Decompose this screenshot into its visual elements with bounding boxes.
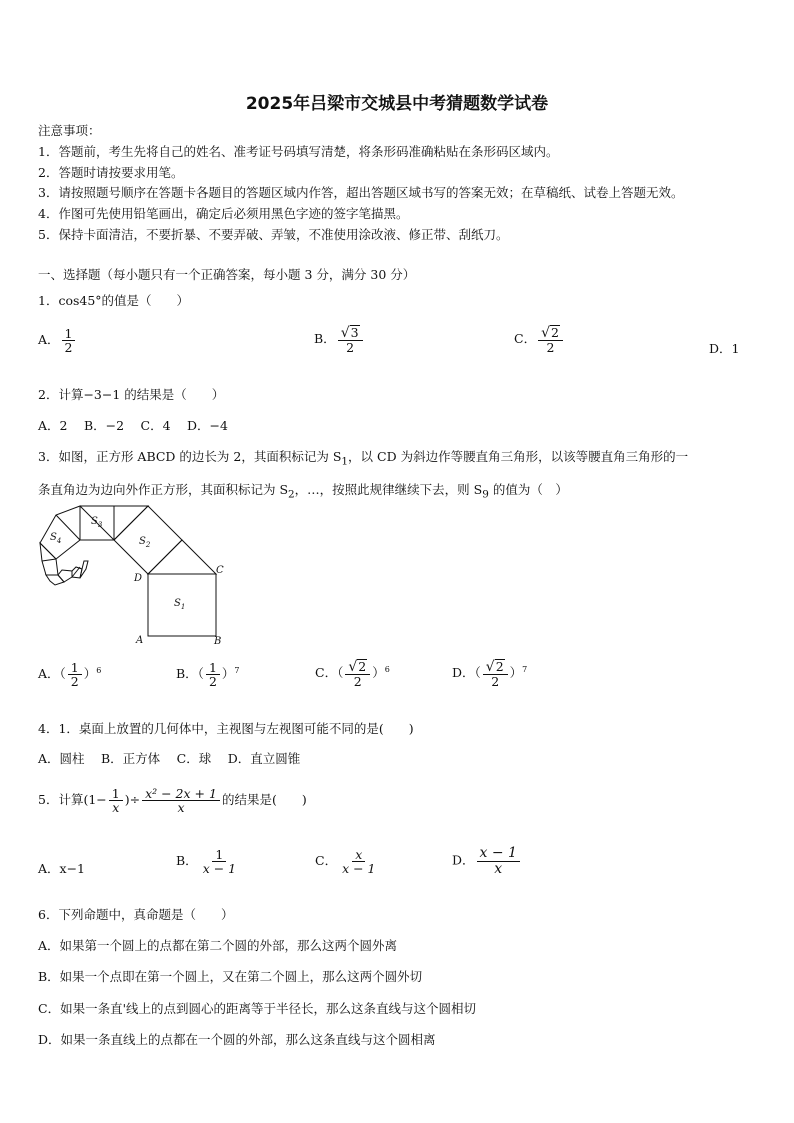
subscript: 2 (288, 488, 295, 501)
option-text: x−1 (59, 861, 86, 876)
notice-heading: 注意事项： (38, 123, 101, 138)
q6-option-d: D．如果一条直线上的点都在一个圆的外部，那么这条直线与这个圆相离 (38, 1032, 436, 1047)
q6-stem: 6．下列命题中，真命题是（ ） (38, 907, 234, 922)
label-c: C (216, 565, 224, 576)
numerator: √ 2 (538, 325, 563, 341)
fraction (483, 659, 508, 688)
q5-text: )÷ (124, 792, 141, 808)
q5-stem (38, 787, 307, 814)
numerator: 1 (206, 661, 220, 675)
radicand: 2 (551, 325, 559, 340)
q3-text: 的值为（ ） (488, 482, 568, 497)
option-text: 1 (731, 341, 740, 356)
q3-option-d (452, 659, 527, 688)
exponent: 6 (96, 665, 102, 675)
q4-options: A．圆柱 B．正方体 C．球 D．直立圆锥 (38, 751, 301, 766)
denominator: 2 (491, 673, 500, 689)
q3-option-b (176, 661, 240, 688)
q5-option-b (176, 848, 241, 875)
q3-text: 条直角边为边向外作正方形，其面积标记为 S (38, 482, 289, 497)
q3-text: 3．如图，正方形 ABCD 的边长为 2，其面积标记为 S (38, 449, 342, 464)
option-label: D． (452, 852, 475, 868)
numerator: 1 (109, 787, 123, 801)
square-s9 (80, 561, 88, 578)
fraction (68, 661, 82, 688)
label-b: B (214, 636, 222, 647)
option-label: D． (709, 341, 732, 356)
q5-text: 的结果是( ) (221, 792, 307, 808)
q3-option-c (315, 659, 390, 688)
option-label: D．（ (452, 664, 481, 680)
notice-item-5: 5．保持卡面清洁，不要折暴、不要弄破、弄皱，不准使用涂改液、修正带、刮纸刀。 (38, 227, 509, 242)
denominator: 2 (546, 339, 555, 355)
numerator: x (352, 848, 365, 862)
radicand: 2 (358, 659, 367, 674)
radicand: 3 (350, 325, 359, 340)
numerator: x² − 2x + 1 (142, 787, 220, 801)
option-label: A． (38, 332, 60, 348)
q6-option-b: B．如果一个点即在第一个圆上，又在第二个圆上，那么这两个圆外切 (38, 969, 423, 984)
denominator: 2 (353, 673, 362, 689)
denominator: 2 (70, 674, 79, 690)
q2-options: A．2 B．−2 C．4 D．−4 (38, 418, 228, 433)
q5-option-c (315, 848, 381, 875)
fraction (109, 787, 123, 814)
fraction (206, 661, 220, 688)
paren: ） (509, 664, 523, 680)
numerator: √ 3 (338, 325, 363, 341)
q1-option-c (514, 325, 565, 354)
q6-option-a: A．如果第一个圆上的点都在第二个圆的外部，那么这两个圆外离 (38, 938, 398, 953)
fraction (338, 325, 363, 354)
q1-option-a (38, 327, 77, 354)
notice-item-2: 2．答题时请按要求用笔。 (38, 165, 184, 180)
square-s6 (46, 575, 64, 585)
denominator: x (494, 860, 503, 877)
exponent: 6 (384, 664, 390, 674)
option-label: B． (314, 330, 336, 346)
numerator: √ 2 (345, 659, 370, 675)
numerator: √ 2 (483, 659, 508, 675)
q6-option-c: C．如果一条直'线上的点到圆心的距离等于半径长，那么这条直线与这个圆相切 (38, 1001, 477, 1016)
q5-option-d (452, 846, 522, 876)
numerator: 1 (62, 327, 76, 341)
square-s7 (58, 570, 72, 582)
denominator: 2 (346, 339, 355, 355)
q4-stem: 4．1．桌面上放置的几何体中，主视图与左视图可能不同的是( ) (38, 721, 414, 736)
denominator: x − 1 (342, 861, 376, 877)
notice-item-3: 3．请按照题号顺序在答题卡各题目的答题区域内作答，超出答题区域书写的答案无效；在草稿纸、试卷上答题无效。 (38, 185, 684, 200)
option-label: A．（ (38, 666, 66, 682)
paren: ） (83, 666, 97, 682)
square-s4 (40, 506, 80, 559)
label-s3: $S_3$ (91, 516, 103, 529)
fraction (339, 848, 378, 875)
paren: ） (372, 664, 385, 680)
option-label: B．（ (176, 666, 204, 682)
numerator: 1 (212, 848, 226, 862)
denominator: x (112, 800, 120, 816)
fraction (538, 325, 563, 354)
label-s1: $S_1$ (174, 598, 186, 611)
label-s4: $S_4$ (50, 532, 62, 545)
subscript: 1 (341, 455, 349, 468)
notice-item-1: 1．答题前，考生先将自己的姓名、准考证号码填写清楚，将条形码准确粘贴在条形码区域内。 (38, 144, 559, 159)
exponent: 7 (522, 664, 528, 674)
option-label: C． (315, 853, 338, 869)
exponent: 7 (234, 665, 240, 675)
q5-text: 5．计算(1− (38, 792, 107, 808)
option-label: B． (176, 853, 198, 869)
q2-stem: 2．计算−3−1 的结果是（ ） (38, 387, 225, 402)
paren: ） (221, 666, 235, 682)
option-label: C． (514, 330, 537, 346)
page-title: 2025年吕梁市交城县中考猜题数学试卷 (245, 94, 549, 114)
fraction (345, 659, 370, 688)
q1-option-b (314, 325, 365, 354)
label-a: A (136, 635, 144, 646)
fraction (62, 327, 76, 354)
subscript: 9 (482, 488, 489, 501)
numerator: 1 (68, 661, 82, 675)
notice-item-4: 4．作图可先使用铅笔画出，确定后必须用黑色字迹的签字笔描黑。 (38, 206, 409, 221)
q5-option-a (38, 859, 85, 877)
numerator: x − 1 (477, 846, 520, 862)
q1-stem: 1．cos45°的值是（ ） (38, 293, 190, 308)
radicand: 2 (495, 659, 504, 674)
denominator: 2 (208, 674, 217, 690)
fraction (142, 787, 220, 814)
option-label: C．（ (315, 664, 344, 680)
q3-stem-line1 (38, 447, 688, 468)
q3-stem-line2 (38, 480, 568, 501)
denominator: x (177, 800, 185, 816)
q3-text: ，…，按照此规律继续下去，则 S (294, 482, 483, 497)
fraction (477, 846, 520, 876)
label-d: D (134, 573, 143, 584)
q3-option-a (38, 661, 101, 688)
option-label: A． (38, 861, 60, 876)
denominator: x − 1 (202, 861, 237, 877)
q1-option-d (709, 339, 739, 357)
square-s2 (114, 506, 182, 574)
q3-text: ，以 CD 为斜边作等腰直角三角形，以该等腰直角三角形的一 (348, 449, 689, 464)
label-s2: $S_2$ (139, 536, 151, 549)
q3-figure (36, 503, 236, 648)
fraction (200, 848, 239, 875)
section-heading: 一、选择题（每小题只有一个正确答案，每小题 3 分，满分 30 分） (38, 267, 416, 282)
denominator: 2 (64, 340, 73, 356)
triangle-1 (148, 540, 216, 574)
